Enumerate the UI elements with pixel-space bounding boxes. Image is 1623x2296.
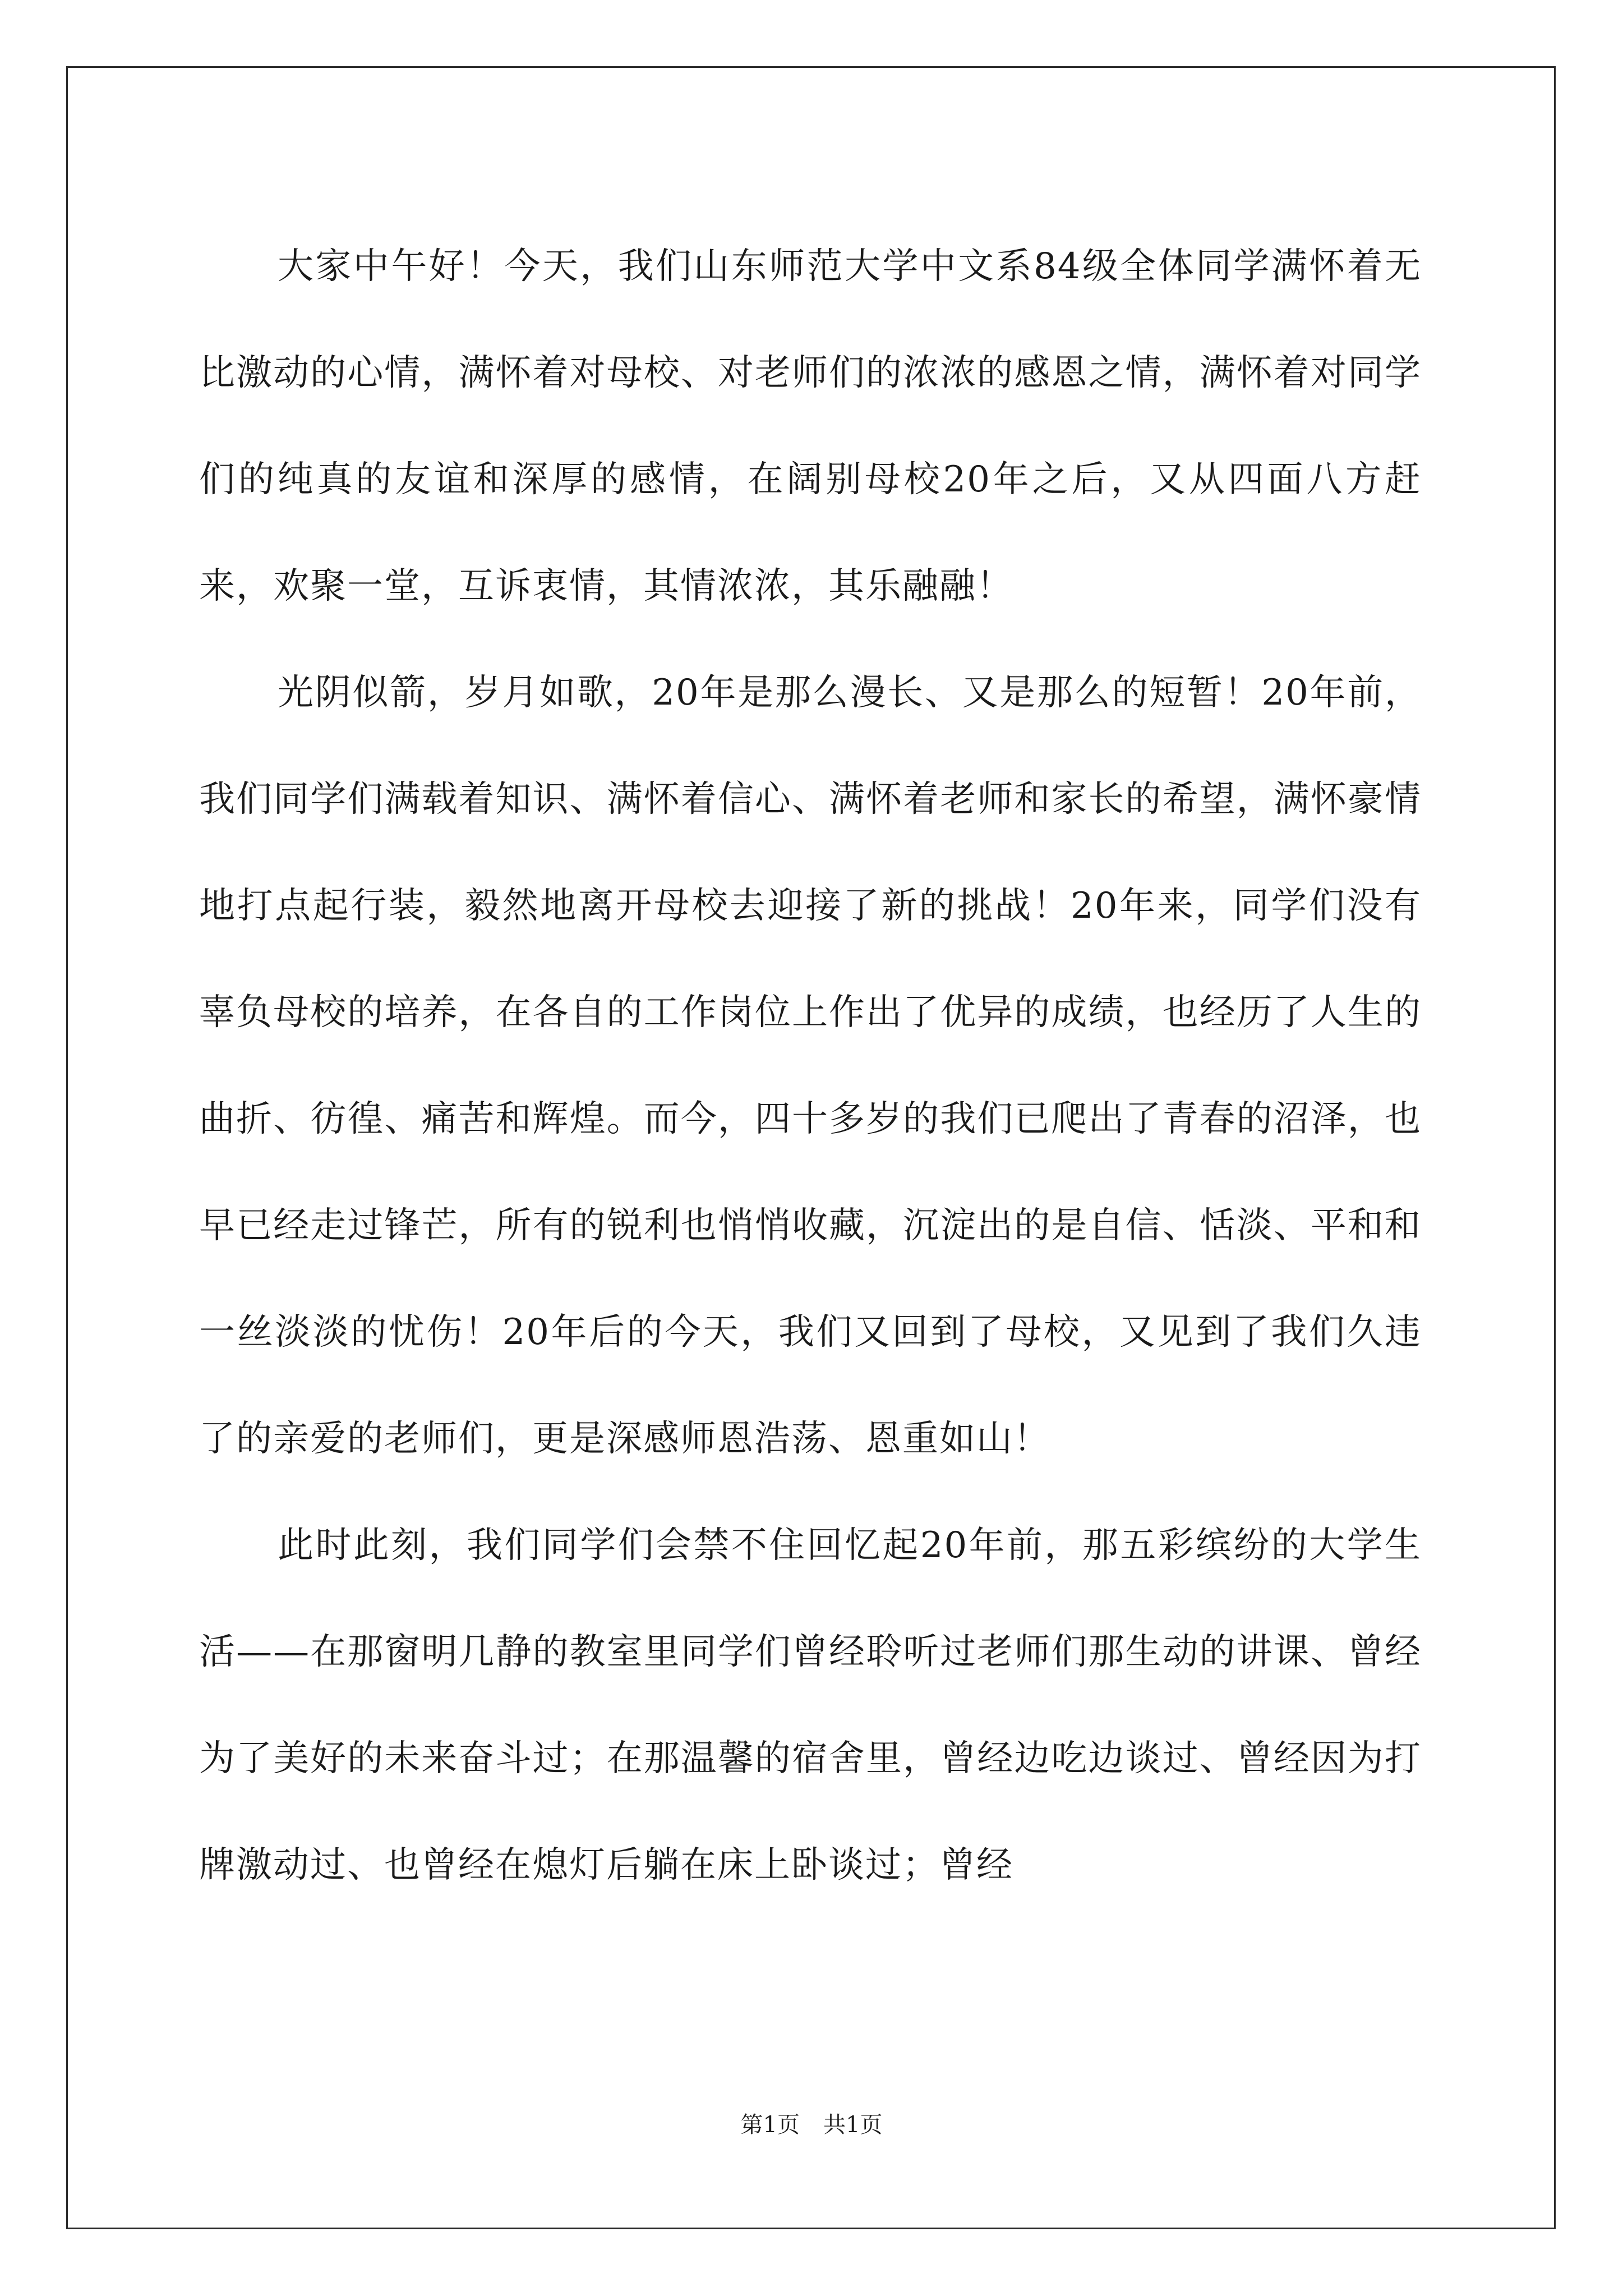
paragraph-2: 光阴似箭，岁月如歌，20年是那么漫长、又是那么的短暂！20年前，我们同学们满载着知识、满怀着信心、满怀着老师和家长的希望，满怀豪情地打点起行装，毅然地离开母校去迎接了新的挑战！20年来，同学们没有辜负母校的培养，在各自的工作岗位上作出了优异的成绩，也经历了人生的曲折、彷徨、痛苦和辉煌。而今，四十多岁的我们已爬出了青春的沼泽，也早已经走过锋芒，所有的锐利也悄悄收藏，沉淀出的是自信、恬淡、平和和一丝淡淡的忧伤！20年后的今天，我们又回到了母校，又见到了我们久违了的亲爱的老师们，更是深感师恩浩荡、恩重如山！ <box>199 672 1422 1460</box>
document-body <box>199 213 1422 1918</box>
paragraph-1: 大家中午好！今天，我们山东师范大学中文系84级全体同学满怀着无比激动的心情，满怀着对母校、对老师们的浓浓的感恩之情，满怀着对同学们的纯真的友谊和深厚的感情，在阔别母校20年之后，又从四面八方赶来，欢聚一堂，互诉衷情，其情浓浓，其乐融融！ <box>199 246 1422 607</box>
paragraph-3: 此时此刻，我们同学们会禁不住回忆起20年前，那五彩缤纷的大学生活——在那窗明几静的教室里同学们曾经聆听过老师们那生动的讲课、曾经为了美好的未来奋斗过；在那温馨的宿舍里，曾经边吃边谈过、曾经因为打牌激动过、也曾经在熄灯后躺在床上卧谈过；曾经 <box>199 1525 1422 1886</box>
page-number-total: 共1页 <box>823 2112 883 2138</box>
page-footer <box>0 2107 1623 2139</box>
page-number-current: 第1页 <box>740 2112 800 2138</box>
